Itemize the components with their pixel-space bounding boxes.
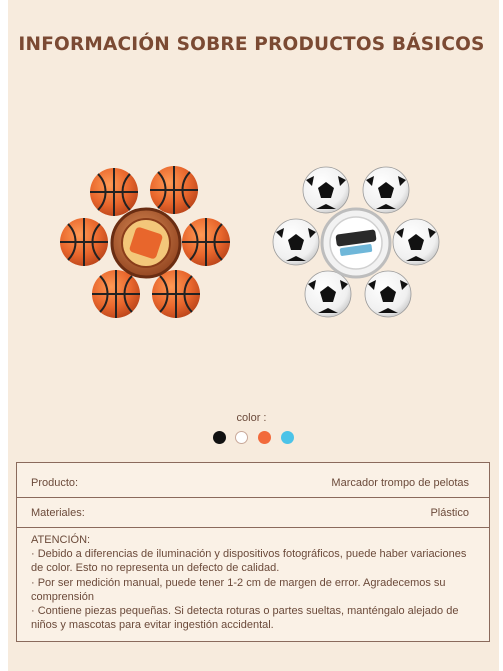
material-value: Plástico xyxy=(430,507,469,519)
product-row xyxy=(17,471,489,498)
attention-note: · Debido a diferencias de iluminación y dispositivos fotográficos, puede haber variaciones de color. Esto no representa un defecto de calidad. xyxy=(31,548,467,575)
product-value: Marcador trompo de pelotas xyxy=(331,477,469,489)
color-swatches xyxy=(211,431,301,445)
material-label: Materiales: xyxy=(31,507,85,519)
attention-notes xyxy=(31,533,481,632)
attention-title: ATENCIÓN: xyxy=(31,534,91,546)
color-label: color : xyxy=(236,412,267,424)
color-swatch-orange[interactable] xyxy=(258,431,271,444)
basketball-spinner-image xyxy=(52,160,242,330)
attention-note: · Por ser medición manual, puede tener 1-2 cm de margen de error. Agradecemos su comprensión xyxy=(31,576,446,603)
color-swatch-black[interactable] xyxy=(213,431,226,444)
product-info-table xyxy=(16,462,490,642)
color-swatch-cyan[interactable] xyxy=(281,431,294,444)
page-title: INFORMACIÓN SOBRE PRODUCTOS BÁSICOS xyxy=(18,34,485,55)
soccer-spinner-image xyxy=(266,160,446,330)
material-row xyxy=(17,499,489,528)
color-swatch-white[interactable] xyxy=(235,431,248,444)
attention-note: · Contiene piezas pequeñas. Si detecta roturas o partes sueltas, manténgalo alejado de niños y mascotas para evitar ingestión accidental. xyxy=(31,605,459,632)
product-label: Producto: xyxy=(31,477,79,489)
